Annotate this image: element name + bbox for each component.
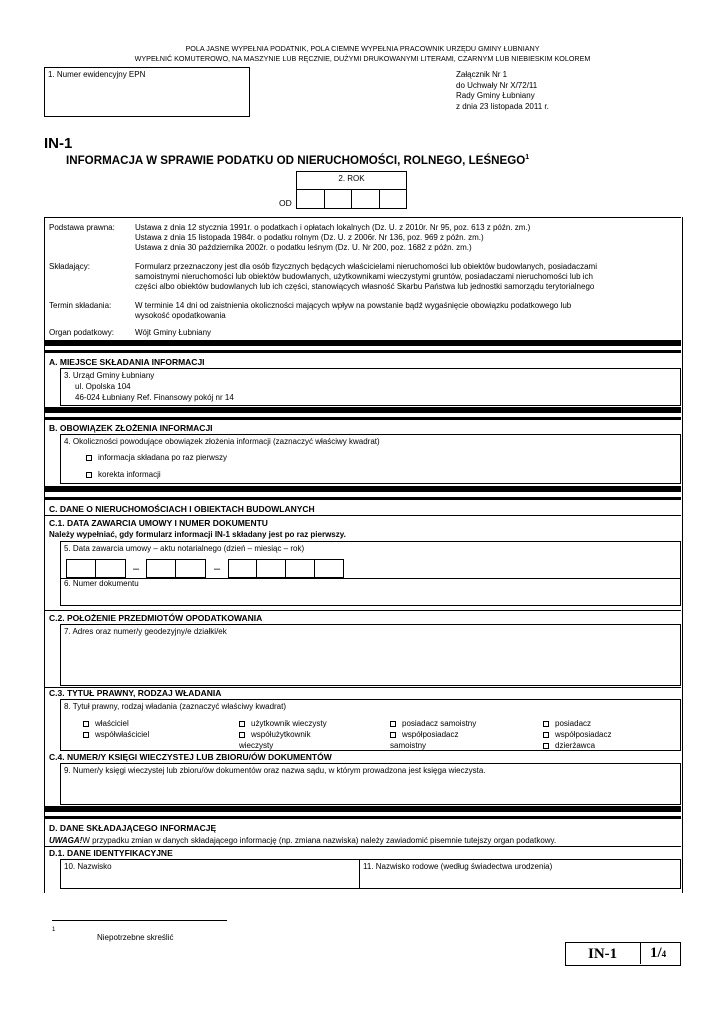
checkbox-icon[interactable] xyxy=(86,472,92,478)
divider xyxy=(44,846,681,847)
year-input[interactable] xyxy=(296,189,407,209)
checkbox-icon[interactable] xyxy=(83,732,89,738)
surname-field[interactable] xyxy=(60,859,360,889)
divider xyxy=(44,515,681,516)
surname-label: 10. Nazwisko xyxy=(64,862,112,871)
annex-line: Załącznik Nr 1 xyxy=(456,70,508,79)
section-c3-title: C.3. TYTUŁ PRAWNY, RODZAJ WŁADANIA xyxy=(49,688,222,698)
title-option[interactable] xyxy=(543,740,611,751)
checkbox-icon[interactable] xyxy=(390,721,396,727)
termin-text xyxy=(135,301,571,321)
podstawa-text xyxy=(135,223,530,253)
annex-block xyxy=(456,70,549,112)
option-first[interactable] xyxy=(86,453,227,462)
address-label: 7. Adres oraz numer/y geodezyjny/e działki/ek xyxy=(64,627,227,636)
title-option[interactable] xyxy=(390,718,476,729)
termin-label: Termin składania: xyxy=(49,301,112,310)
divider xyxy=(44,217,681,218)
uwaga-note xyxy=(49,836,556,845)
date-day-digit[interactable] xyxy=(66,559,96,578)
section-c2-title: C.2. POŁOŻENIE PRZEDMIOTÓW OPODATKOWANIA xyxy=(49,613,263,623)
form-code: IN-1 xyxy=(44,135,73,152)
skladajacy-label: Składający: xyxy=(49,262,90,271)
option-label: współposiadacz xyxy=(555,730,612,739)
section-d1-title: D.1. DANE IDENTYFIKACYJNE xyxy=(49,848,173,858)
divider xyxy=(640,943,641,964)
date-label: 5. Data zawarcia umowy – aktu notarialnego (dzień – miesiąc – rok) xyxy=(64,544,305,553)
option-correction[interactable] xyxy=(86,470,161,479)
title-option[interactable] xyxy=(543,718,611,729)
section-d-title: D. DANE SKŁADAJĄCEGO INFORMACJĘ xyxy=(49,823,217,833)
address-field[interactable] xyxy=(60,624,681,686)
section-separator xyxy=(44,340,681,346)
kw-field[interactable] xyxy=(60,763,681,805)
title-col-2 xyxy=(239,718,327,751)
title-option[interactable] xyxy=(390,729,476,740)
kw-label: 9. Numer/y księgi wieczystej lub zbioru/ów dokumentów oraz nazwa sądu, w którym prowadzona jest księga wieczysta. xyxy=(64,766,486,775)
date-year-digit[interactable] xyxy=(286,559,315,578)
header-line-1: POLA JASNE WYPEŁNIA PODATNIK, POLA CIEMNE WYPEŁNIA PRACOWNIK URZĘDU GMINY ŁUBNIANY xyxy=(185,44,540,53)
checkbox-icon[interactable] xyxy=(543,732,549,738)
skladajacy-line: Formularz przeznaczony jest dla osób fizycznych będących właścicielami nieruchomości lub obiektów budowlanych, posiadaczami xyxy=(135,262,597,271)
checkbox-icon[interactable] xyxy=(543,721,549,727)
skladajacy-line: części albo obiektów budowlanych lub ich części, stanowiących własność Skarbu Państwa lub jednostki samorządu terytorialnego xyxy=(135,282,595,291)
epn-field[interactable] xyxy=(44,67,250,117)
uwaga-text: W przypadku zmian w danych składającego informację (np. zmiana nazwiska) należy zawiadomić pisemnie tutejszy organ podatkowy. xyxy=(82,836,557,845)
option-label: korekta informacji xyxy=(98,470,161,479)
footnote-mark: 1 xyxy=(52,927,56,933)
title-col-3 xyxy=(390,718,476,751)
section-a-title: A. MIEJSCE SKŁADANIA INFORMACJI xyxy=(49,357,205,367)
page-total: 4 xyxy=(661,949,667,959)
header-line-2: WYPEŁNIĆ KOMUTEROWO, NA MASZYNIE LUB RĘCZNIE, DUŻYMI DRUKOWANYMI LITERAMI, CZARNYM LUB NIEBIESKIM KOLOREM xyxy=(134,54,591,63)
section-separator xyxy=(44,407,681,413)
organ-label: Organ podatkowy: xyxy=(49,328,114,337)
title-option[interactable] xyxy=(239,729,327,740)
doc-label[interactable]: 6. Numer dokumentu xyxy=(64,579,139,588)
date-year-digit[interactable] xyxy=(315,559,344,578)
date-input[interactable] xyxy=(66,559,344,578)
podstawa-line: Ustawa z dnia 30 października 2002r. o podatku leśnym (Dz. U. Nr 200, poz. 1682 z późn. zm.) xyxy=(135,243,472,252)
footer-code: IN-1 xyxy=(588,946,618,962)
date-month-digit[interactable] xyxy=(146,559,176,578)
checkbox-icon[interactable] xyxy=(543,743,549,749)
option-label-cont: samoistny xyxy=(390,741,427,750)
title-option[interactable] xyxy=(83,729,149,740)
checkbox-icon[interactable] xyxy=(239,732,245,738)
year-digit[interactable] xyxy=(352,189,380,209)
checkbox-icon[interactable] xyxy=(239,721,245,727)
title-option[interactable] xyxy=(239,718,327,729)
family-name-field[interactable] xyxy=(359,859,681,889)
footnote-text: Niepotrzebne skreślić xyxy=(97,933,174,942)
section-c1-title: C.1. DATA ZAWARCIA UMOWY I NUMER DOKUMENTU xyxy=(49,518,268,528)
podstawa-line: Ustawa z dnia 15 listopada 1984r. o podatku rolnym (Dz. U. z 2006r. Nr 136, poz. 969 z późn. zm.) xyxy=(135,233,484,242)
annex-line: z dnia 23 listopada 2011 r. xyxy=(456,101,549,111)
rok-label: 2. ROK xyxy=(338,174,365,183)
divider xyxy=(44,610,681,611)
section-c-title: C. DANE O NIERUCHOMOŚCIACH I OBIEKTACH BUDOWLANYCH xyxy=(49,504,315,514)
rok-header xyxy=(296,171,407,191)
option-label: współużytkownik xyxy=(251,730,311,739)
date-separator: – xyxy=(132,562,140,575)
title-option[interactable] xyxy=(83,718,149,729)
title-col-1 xyxy=(83,718,149,740)
page-number: 1 xyxy=(650,945,658,961)
option-label: współposiadacz xyxy=(402,730,459,739)
option-label: użytkownik wieczysty xyxy=(251,719,327,728)
annex-line: Rady Gminy Łubniany xyxy=(456,91,535,100)
organ-value: Wójt Gminy Łubniany xyxy=(135,328,212,337)
section-a-line: 46-024 Łubniany Ref. Finansowy pokój nr 14 xyxy=(75,393,234,402)
family-name-label: 11. Nazwisko rodowe (według świadectwa urodzenia) xyxy=(363,862,553,871)
date-year-digit[interactable] xyxy=(257,559,286,578)
section-separator xyxy=(44,417,681,420)
option-label: dzierżawca xyxy=(555,741,596,750)
date-year-digit[interactable] xyxy=(228,559,257,578)
podstawa-label: Podstawa prawna: xyxy=(49,223,115,232)
section-c4-title: C.4. NUMER/Y KSIĘGI WIECZYSTEJ LUB ZBIORU/ÓW DOKUMENTÓW xyxy=(49,752,332,762)
termin-line: W terminie 14 dni od zaistnienia okoliczności mających wpływ na powstanie bądź wygaśnięcie obowiązku podatkowego lub xyxy=(135,301,572,310)
title-col-4 xyxy=(543,718,611,751)
section-separator xyxy=(44,497,681,500)
skladajacy-text xyxy=(135,262,597,292)
year-digit[interactable] xyxy=(325,189,353,209)
section-a-field xyxy=(60,368,681,406)
footnote-rule xyxy=(52,920,227,921)
section-separator xyxy=(44,806,681,812)
section-c1-field xyxy=(60,541,681,606)
year-digit[interactable] xyxy=(380,189,408,209)
date-separator: – xyxy=(213,562,221,575)
od-label: OD xyxy=(279,198,292,208)
skladajacy-line: samoistnymi nieruchomości lub obiektów budowlanych, użytkownikami wieczystymi gruntów, posiadaczami nieruchomości lub ich xyxy=(135,272,593,281)
section-a-line: ul. Opolska 104 xyxy=(75,382,131,391)
uwaga-bold: UWAGA! xyxy=(49,836,83,845)
section-c1-note: Należy wypełniać, gdy formularz informacji IN-1 składany jest po raz pierwszy. xyxy=(49,530,346,539)
form-title-text: INFORMACJA W SPRAWIE PODATKU OD NIERUCHOMOŚCI, ROLNEGO, LEŚNEGO xyxy=(66,154,526,167)
title-label: 8. Tytuł prawny, rodzaj władania (zaznaczyć właściwy kwadrat) xyxy=(64,702,287,711)
option-label: współwłaściciel xyxy=(95,730,150,739)
section-a-line: 3. Urząd Gminy Łubniany xyxy=(64,371,155,380)
section-b-field xyxy=(60,434,681,484)
checkbox-icon[interactable] xyxy=(390,732,396,738)
year-digit[interactable] xyxy=(296,189,325,209)
checkbox-icon[interactable] xyxy=(83,721,89,727)
date-month-digit[interactable] xyxy=(176,559,206,578)
option-label: posiadacz samoistny xyxy=(402,719,477,728)
section-separator xyxy=(44,350,681,353)
option-label-cont: wieczysty xyxy=(239,741,274,750)
annex-line: do Uchwały Nr X/72/11 xyxy=(456,80,538,90)
title-option[interactable] xyxy=(543,729,611,740)
section-b-label: 4. Okoliczności powodujące obowiązek złożenia informacji (zaznaczyć właściwy kwadrat) xyxy=(64,437,380,446)
divider xyxy=(61,578,680,579)
podstawa-line: Ustawa z dnia 12 stycznia 1991r. o podatkach i opłatach lokalnych (Dz. U. z 2010r. Nr 95, poz. 613 z późn. zm.) xyxy=(135,223,531,232)
form-title xyxy=(66,154,529,167)
page-indicator xyxy=(565,942,681,966)
epn-label: 1. Numer ewidencyjny EPN xyxy=(48,70,146,79)
option-label: właściciel xyxy=(95,719,129,728)
section-separator xyxy=(44,486,681,492)
option-label: informacja składana po raz pierwszy xyxy=(98,453,227,462)
termin-line: wysokość opodatkowania xyxy=(135,311,226,320)
option-label: posiadacz xyxy=(555,719,592,728)
date-day-digit[interactable] xyxy=(96,559,126,578)
form-title-sup: 1 xyxy=(525,154,530,162)
checkbox-icon[interactable] xyxy=(86,455,92,461)
title-field xyxy=(60,699,681,751)
footer-page: 1/4 xyxy=(650,945,667,961)
section-separator xyxy=(44,816,681,819)
section-b-title: B. OBOWIĄZEK ZŁOŻENIA INFORMACJI xyxy=(49,423,213,433)
